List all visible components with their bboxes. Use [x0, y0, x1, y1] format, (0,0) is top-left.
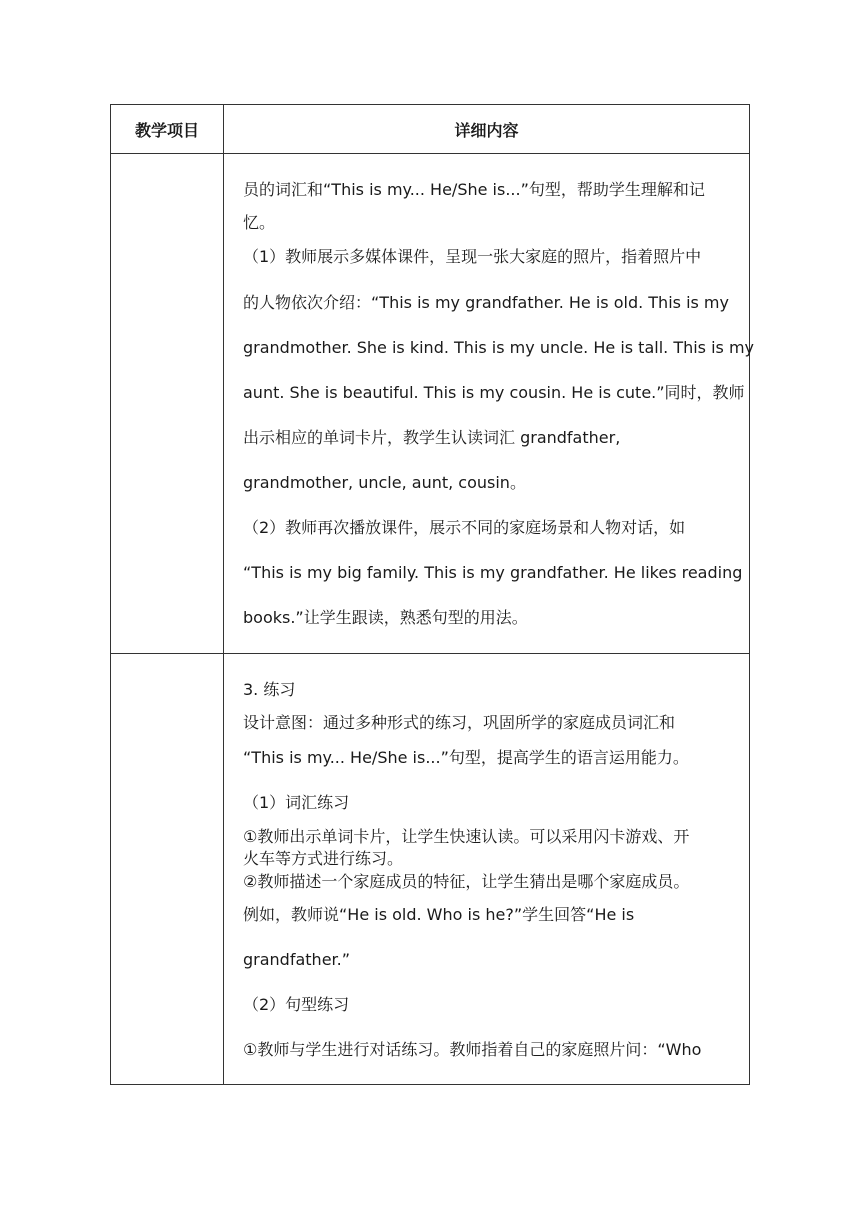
presentation-content-cell [224, 154, 755, 654]
paragraph-line: grandmother, uncle, aunt, cousin。 [243, 473, 526, 492]
paragraph-line: books.”让学生跟读，熟悉句型的用法。 [243, 608, 528, 627]
paragraph-line: （1）词汇练习 [243, 793, 350, 812]
paragraph-line: ①教师与学生进行对话练习。教师指着自己的家庭照片问：“Who [243, 1040, 702, 1059]
header-teaching-item: 教学项目 [111, 105, 224, 154]
presentation-row [111, 154, 750, 654]
practice-content-cell [224, 654, 750, 1085]
paragraph-line: ②教师描述一个家庭成员的特征，让学生猜出是哪个家庭成员。 [243, 872, 690, 891]
paragraph-line: 设计意图：通过多种形式的练习，巩固所学的家庭成员词汇和 [243, 713, 676, 732]
paragraph-line: 例如，教师说“He is old. Who is he?”学生回答“He is [243, 905, 635, 924]
header-detailed-content: 详细内容 [224, 105, 750, 154]
paragraph-line: grandmother. She is kind. This is my uncle. He is tall. This is my [243, 338, 755, 357]
practice-row [111, 654, 750, 1085]
paragraph-line: aunt. She is beautiful. This is my cousin. He is cute.”同时，教师 [243, 383, 745, 402]
paragraph-line: 忆。 [243, 213, 276, 232]
paragraph-line: 火车等方式进行练习。 [243, 849, 404, 868]
lesson-plan-table [110, 104, 755, 1085]
paragraph-line: （2）句型练习 [243, 995, 350, 1014]
paragraph-line: 员的词汇和“This is my... He/She is...”句型，帮助学生理解和记 [243, 180, 705, 199]
presentation-item-cell [111, 154, 224, 654]
paragraph-line: 出示相应的单词卡片，教学生认读词汇 grandfather, [243, 428, 621, 447]
paragraph-line: （2）教师再次播放课件，展示不同的家庭场景和人物对话，如 [243, 518, 686, 537]
header-row [111, 105, 750, 154]
paragraph-line: 的人物依次介绍：“This is my grandfather. He is old. This is my [243, 293, 729, 312]
paragraph-line: grandfather.” [243, 950, 351, 969]
paragraph-line: “This is my big family. This is my grandfather. He likes reading [243, 563, 743, 582]
paragraph-line: ①教师出示单词卡片，让学生快速认读。可以采用闪卡游戏、开 [243, 827, 690, 846]
section-heading: 3. 练习 [243, 680, 296, 699]
practice-item-cell [111, 654, 224, 1085]
presentation-content [224, 154, 755, 653]
practice-content [224, 654, 749, 1084]
paragraph-line: “This is my... He/She is...”句型，提高学生的语言运用能力。 [243, 748, 689, 767]
paragraph-line: （1）教师展示多媒体课件，呈现一张大家庭的照片，指着照片中 [243, 247, 702, 266]
